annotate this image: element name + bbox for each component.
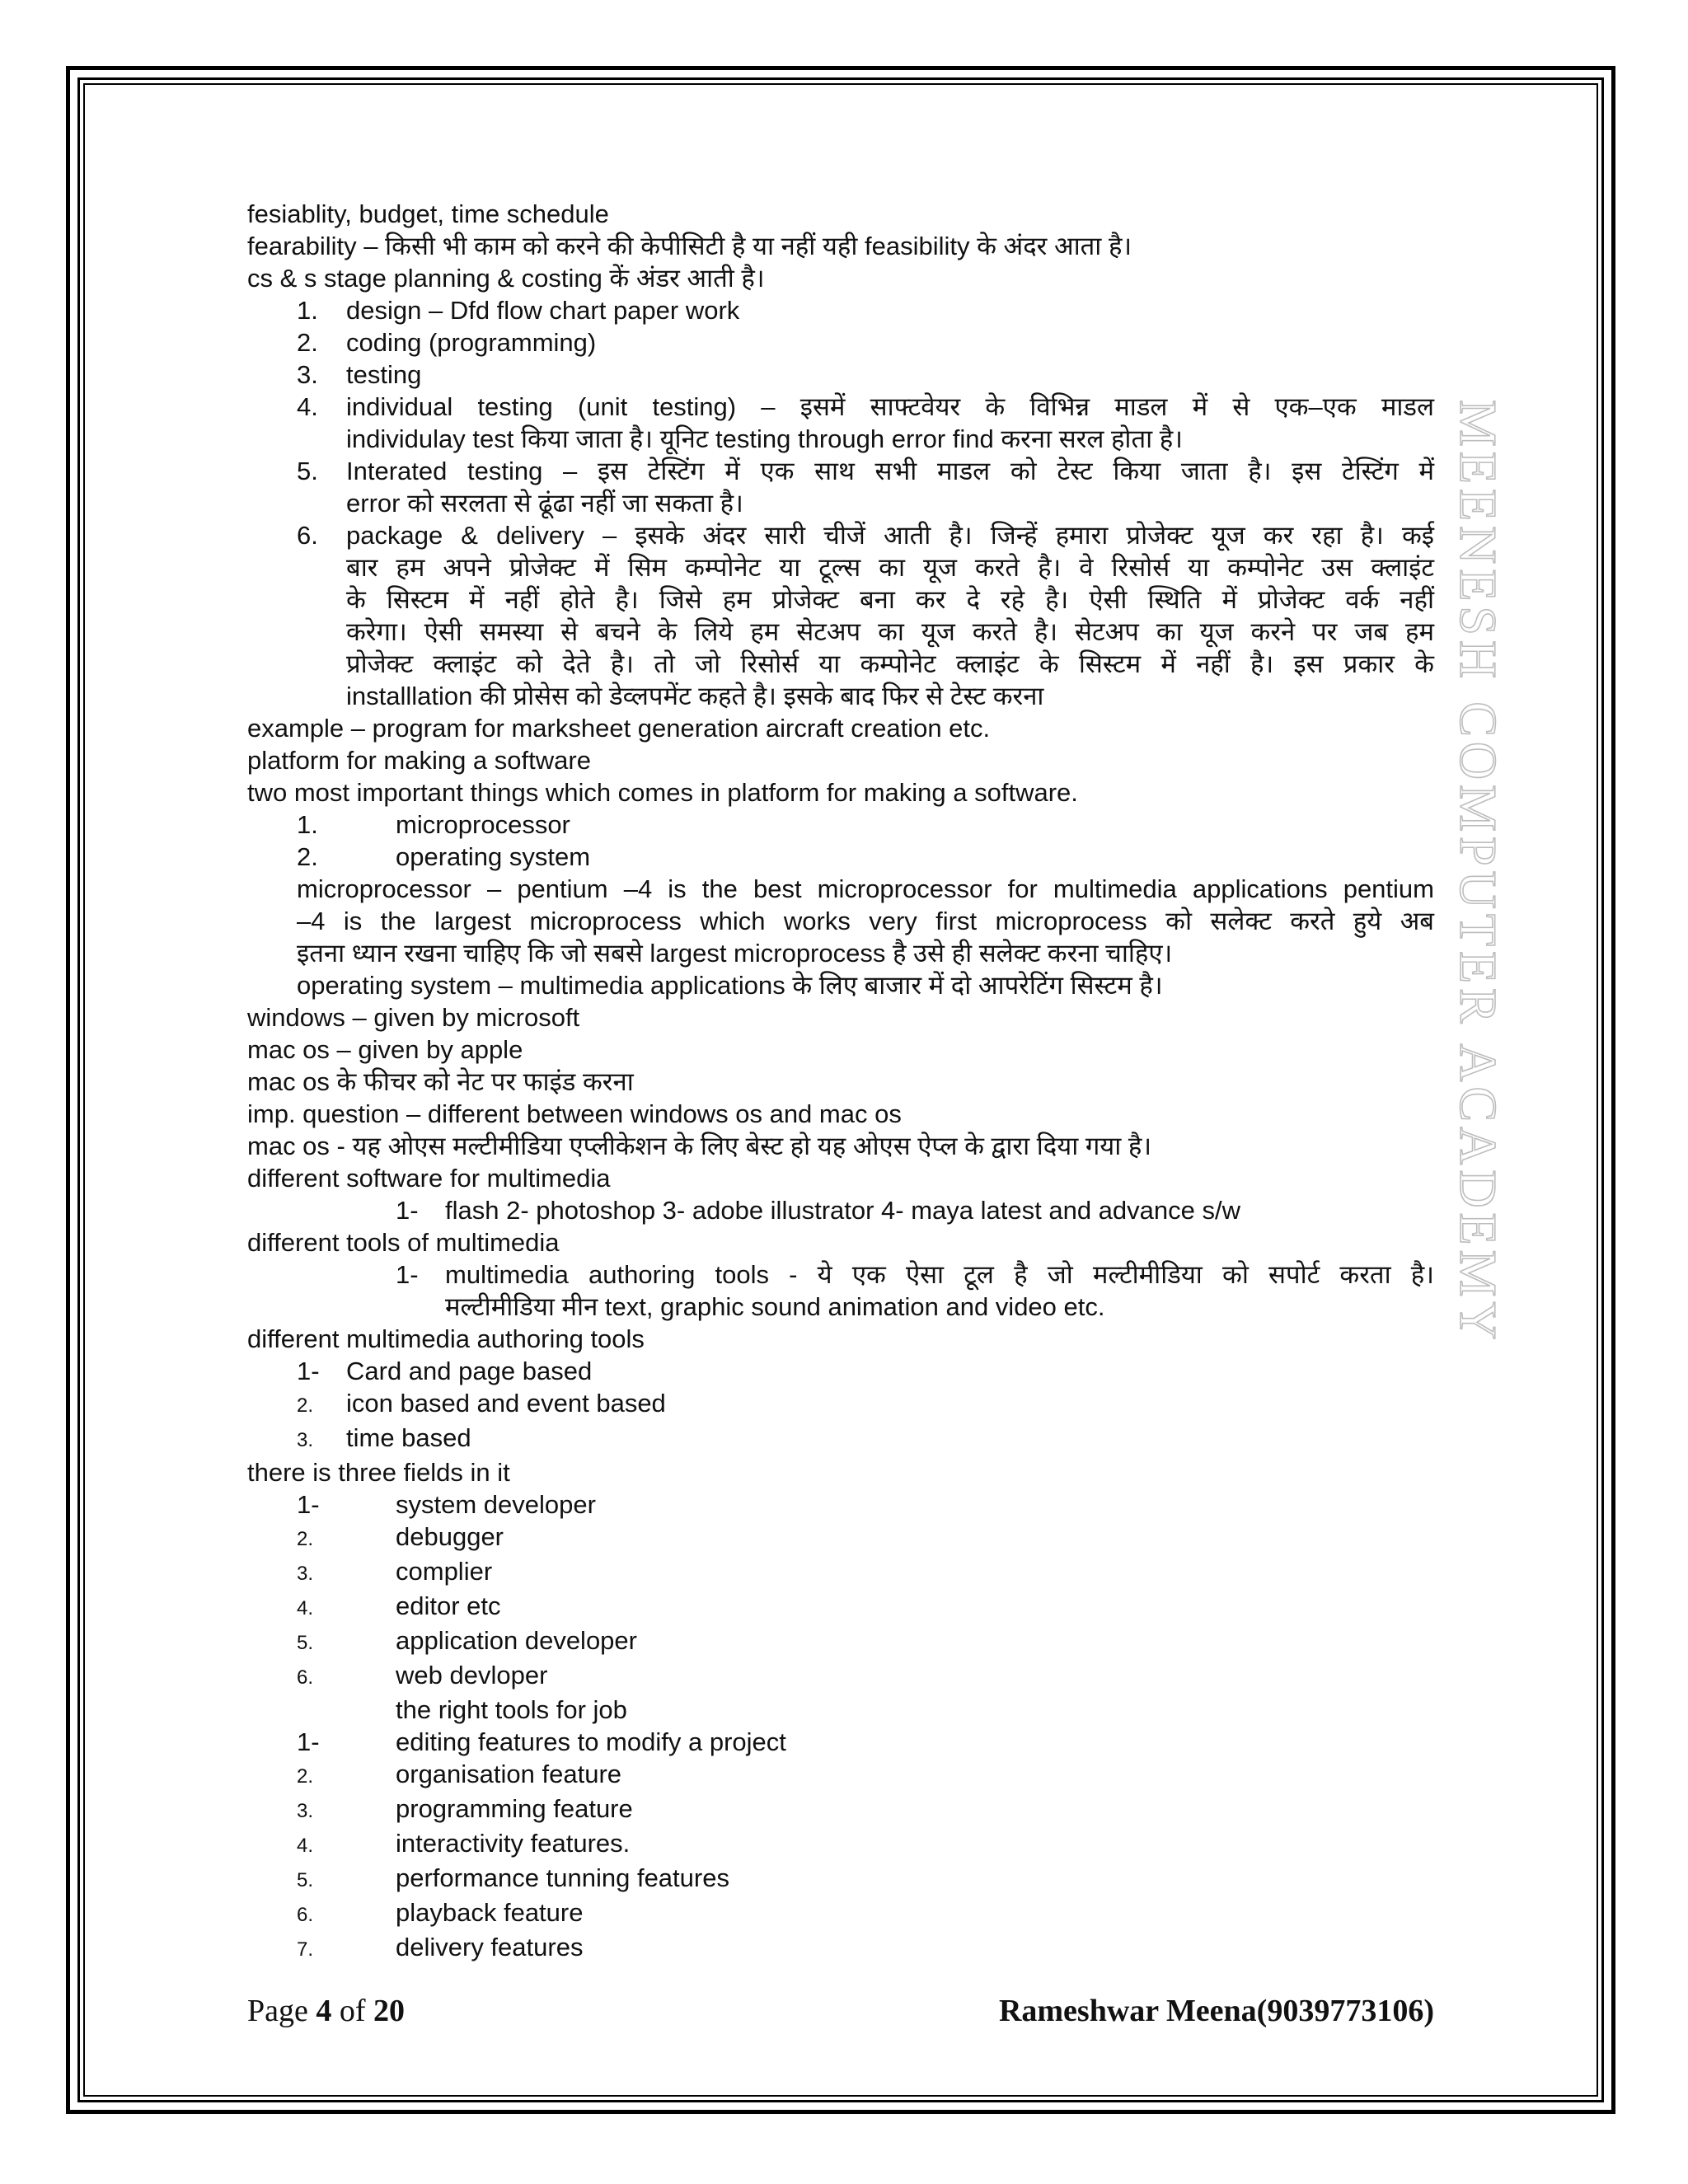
list-subheading xyxy=(297,1694,1434,1726)
list-text: programming feature xyxy=(396,1794,633,1823)
list-item xyxy=(297,326,1434,359)
author-contact: Rameshwar Meena(9039773106) xyxy=(998,1994,1434,2028)
list-number: 2. xyxy=(297,1528,314,1550)
page-footer xyxy=(247,1993,1434,2029)
software-list xyxy=(247,1194,1434,1226)
paragraph-line: operating system – multimedia applications के लिए बाजार में दो आपरेटिंग सिस्टम है। xyxy=(297,971,1163,1000)
list-text: the right tools for job xyxy=(396,1695,627,1724)
list-number: 2. xyxy=(297,1765,314,1788)
list-number: 7. xyxy=(297,1938,314,1961)
list-number: 1- xyxy=(297,1490,320,1519)
text-line: cs & s stage planning & costing कें अंडर आती है। xyxy=(247,264,765,293)
list-text: microprocessor xyxy=(396,810,570,839)
list-text-continued: error को सरलता से ढूंढा नहीं जा सकता है। xyxy=(346,489,743,518)
list-item xyxy=(297,1896,1434,1931)
list-number: 2. xyxy=(297,1394,314,1417)
list-number: 3. xyxy=(297,360,318,389)
list-number: 1- xyxy=(297,1727,320,1756)
paragraph-line: इतना ध्यान रखना चाहिए कि जो सबसे largest microprocess है उसे ही सलेक्ट करना चाहिए। xyxy=(297,939,1173,968)
list-number: 4. xyxy=(297,1835,314,1857)
list-item xyxy=(297,1624,1434,1659)
list-number: 1- xyxy=(297,1357,320,1385)
text-line: different multimedia authoring tools xyxy=(247,1324,645,1353)
page-of-label: of xyxy=(331,1994,374,2028)
text-line: there is three fields in it xyxy=(247,1458,510,1487)
list-text: editor etc xyxy=(396,1591,501,1620)
list-number: 6. xyxy=(297,521,318,550)
list-number: 6. xyxy=(297,1666,314,1689)
list-item xyxy=(297,808,1434,841)
list-number: 2. xyxy=(297,328,318,357)
list-number: 4. xyxy=(297,392,318,421)
list-text: coding (programming) xyxy=(346,328,597,357)
list-text: icon based and event based xyxy=(346,1389,666,1418)
page-total: 20 xyxy=(373,1994,406,2028)
page-content xyxy=(247,198,1434,1966)
list-number: 1. xyxy=(297,296,318,325)
page-current: 4 xyxy=(316,1994,332,2028)
list-number: 5. xyxy=(297,1869,314,1891)
list-item xyxy=(297,455,1434,487)
list-text-continued: के सिस्टम में नहीं होते है। जिसे हम प्रोजेक्ट बना कर दे रहे है। ऐसी स्थिति में प्रोजेक्ट वर्क नहीं xyxy=(346,585,1434,614)
list-text: debugger xyxy=(396,1522,504,1551)
list-item xyxy=(297,1793,1434,1827)
list-number: 5. xyxy=(297,1632,314,1654)
text-line: mac os - यह ओएस मल्टीमीडिया एप्लीकेशन के लिए बेस्ट हो यह ओएस ऐप्ल के द्वारा दिया गया है। xyxy=(247,1132,1152,1160)
list-item xyxy=(297,1422,1434,1456)
list-text: delivery features xyxy=(396,1933,584,1961)
list-item xyxy=(297,1555,1434,1590)
text-line: fearability – किसी भी काम को करने की केपीसिटी है या नहीं यही feasibility के अंदर आता है। xyxy=(247,232,1132,260)
list-number: 3. xyxy=(297,1429,314,1451)
list-number: 2. xyxy=(297,842,318,871)
list-item xyxy=(297,1387,1434,1422)
list-item xyxy=(396,1258,1434,1291)
stage-list xyxy=(247,294,1434,712)
list-item xyxy=(297,1659,1434,1694)
list-item xyxy=(297,1758,1434,1793)
list-text: performance tunning features xyxy=(396,1863,729,1892)
list-item xyxy=(297,1590,1434,1624)
list-number: 1- xyxy=(396,1260,419,1289)
tools-list xyxy=(247,1258,1434,1323)
list-number: 1. xyxy=(297,810,318,839)
list-number: 6. xyxy=(297,1904,314,1926)
list-text-continued: बार हम अपने प्रोजेक्ट में सिम कम्पोनेट या टूल्स का यूज करते है। वे रिसोर्स या कम्पोनेट उस क्लाइंट xyxy=(346,553,1434,582)
list-text-continued: मल्टीमीडिया मीन text, graphic sound animation and video etc. xyxy=(445,1292,1105,1321)
list-number: 3. xyxy=(297,1800,314,1822)
text-line: two most important things which comes in platform for making a software. xyxy=(247,778,1078,807)
list-number: 5. xyxy=(297,457,318,485)
list-text: editing features to modify a project xyxy=(396,1727,786,1756)
list-item xyxy=(396,1194,1434,1226)
list-text: multimedia authoring tools - ये एक ऐसा टूल है जो मल्टीमीडिया को सपोर्ट करता है। xyxy=(445,1260,1434,1289)
text-line: mac os – given by apple xyxy=(247,1035,523,1064)
text-line: mac os के फीचर को नेट पर फाइंड करना xyxy=(247,1067,634,1096)
list-text: package & delivery – इसके अंदर सारी चीजें आती है। जिन्हें हमारा प्रोजेक्ट यूज कर रहा है। कई xyxy=(346,521,1434,550)
page-label: Page xyxy=(247,1994,316,2028)
list-text: application developer xyxy=(396,1626,637,1655)
list-item xyxy=(297,1488,1434,1521)
list-item xyxy=(297,841,1434,873)
list-text: interactivity features. xyxy=(396,1829,631,1858)
list-text: individual testing (unit testing) – इसमें साफ्टवेयर के विभिन्न माडल में से एक–एक माडल xyxy=(346,392,1434,421)
list-text: web devloper xyxy=(396,1661,548,1690)
platform-list xyxy=(247,808,1434,873)
list-item xyxy=(297,391,1434,423)
list-text: time based xyxy=(346,1423,471,1452)
list-item xyxy=(297,1827,1434,1862)
page-number xyxy=(247,1993,405,2029)
list-number: 4. xyxy=(297,1597,314,1619)
list-item xyxy=(297,1931,1434,1966)
paragraph-line: microprocessor – pentium –4 is the best microprocessor for multimedia applications pentium xyxy=(297,874,1434,903)
text-line: example – program for marksheet generation aircraft creation etc. xyxy=(247,714,991,743)
list-text: playback feature xyxy=(396,1898,584,1927)
watermark-text: MEENESH COMPUTER ACADEMY xyxy=(1449,400,1507,1345)
list-text: testing xyxy=(346,360,422,389)
text-line: fesiablity, budget, time schedule xyxy=(247,199,609,228)
list-text: operating system xyxy=(396,842,591,871)
list-text-continued: प्रोजेक्ट क्लाइंट को देते है। तो जो रिसोर्स या कम्पोनेट क्लाइंट के सिस्टम में नहीं है। इस प्रकार के xyxy=(346,649,1434,678)
list-text-continued: करेगा। ऐसी समस्या से बचने के लिये हम सेटअप का यूज करते है। सेटअप का यूज करने पर जब हम xyxy=(346,617,1434,646)
list-item xyxy=(297,1726,1434,1758)
list-text: system developer xyxy=(396,1490,596,1519)
list-item xyxy=(297,1355,1434,1387)
fields-list xyxy=(247,1488,1434,1966)
list-text-continued: individulay test किया जाता है। यूनिट testing through error find करना सरल होता है। xyxy=(346,424,1183,453)
list-text: complier xyxy=(396,1557,493,1586)
authoring-list xyxy=(247,1355,1434,1456)
text-line: windows – given by microsoft xyxy=(247,1003,580,1032)
list-text: Interated testing – इस टेस्टिंग में एक साथ सभी माडल को टेस्ट किया जाता है। इस टेस्टिंग में xyxy=(346,457,1434,485)
list-text: flash 2- photoshop 3- adobe illustrator 4- maya latest and advance s/w xyxy=(445,1196,1240,1225)
list-item xyxy=(297,519,1434,551)
text-line: platform for making a software xyxy=(247,746,591,775)
list-text: Card and page based xyxy=(346,1357,593,1385)
list-item xyxy=(297,359,1434,391)
list-text: organisation feature xyxy=(396,1760,622,1788)
list-item xyxy=(297,1862,1434,1896)
list-item xyxy=(297,1521,1434,1555)
list-text-continued: installlation की प्रोसेस को डेव्लपमेंट कहते है। इसके बाद फिर से टेस्ट करना xyxy=(346,682,1044,710)
list-number: 1- xyxy=(396,1196,419,1225)
paragraph-line: –4 is the largest microprocess which works very first microprocess को सलेक्ट करते हुये अब xyxy=(297,907,1434,935)
text-line: different tools of multimedia xyxy=(247,1228,560,1257)
list-number: 3. xyxy=(297,1563,314,1585)
text-line: imp. question – different between windows os and mac os xyxy=(247,1099,902,1128)
text-line: different software for multimedia xyxy=(247,1164,611,1193)
list-item xyxy=(297,294,1434,326)
list-text: design – Dfd flow chart paper work xyxy=(346,296,740,325)
